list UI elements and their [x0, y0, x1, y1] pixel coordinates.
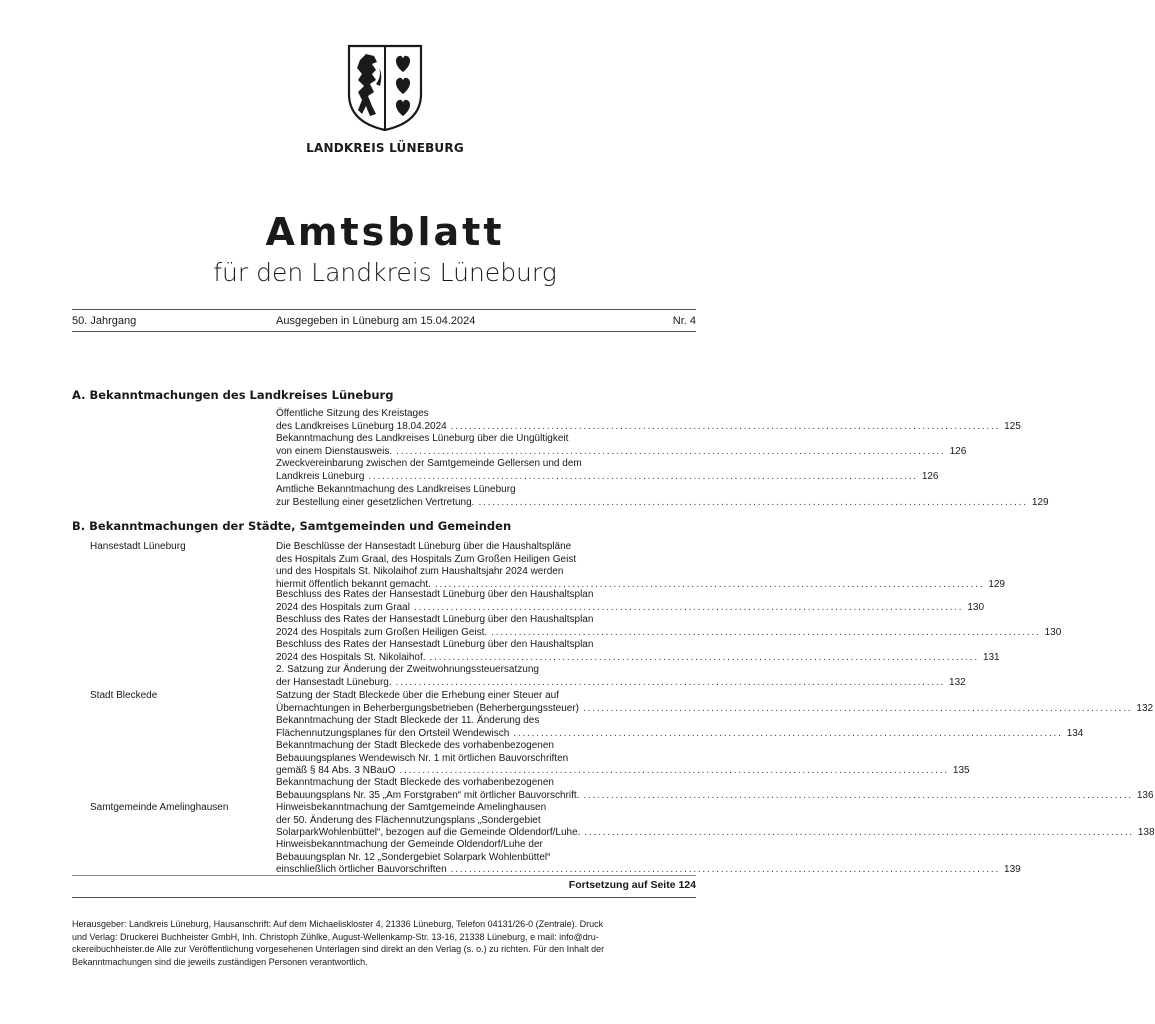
toc-entry [276, 690, 1154, 715]
toc-entry-text: Bekanntmachung der Stadt Bleckede des vorhabenbezogenen [276, 740, 554, 751]
toc-entry-text: der Hansestadt Lüneburg. [276, 676, 392, 688]
toc-entry [276, 614, 1062, 639]
toc-entry-text: Zweckvereinbarung zwischen der Samtgemeinde Gellersen und dem [276, 458, 582, 469]
publisher-footer [72, 918, 698, 968]
page-number: 126 [921, 470, 939, 482]
dot-leader: ........................................................................................................................ [491, 626, 1041, 638]
page-number: 130 [967, 601, 985, 613]
toc-entry-text: 2024 des Hospitals zum Graal [276, 601, 410, 613]
footer-line: Herausgeber: Landkreis Lüneburg, Hausanschrift: Auf dem Michaeliskloster 4, 21336 Lüneburg, Telefon 04131/26-0 (Zentrale). Druck [72, 919, 604, 929]
dot-leader: ........................................................................................................................ [429, 651, 979, 663]
footer-line: und Verlag: Druckerei Buchheister GmbH, Inh. Christoph Zühlke, August-Wellenkamp-Str. 13-16, 21338 Lüneburg, e mail: info@dru- [72, 931, 599, 942]
page-number: 136 [1136, 789, 1154, 801]
page-number: 135 [952, 765, 970, 777]
page-number: 130 [1044, 626, 1062, 638]
toc-entry-text: von einem Dienstausweis. [276, 445, 393, 457]
dot-leader: ........................................................................................................................ [450, 420, 1001, 432]
dot-leader: ........................................................................................................................ [434, 578, 985, 590]
page-number: 139 [1004, 864, 1021, 876]
dot-leader: ........................................................................................................................ [399, 765, 949, 777]
municipality-label: Stadt Bleckede [90, 690, 158, 701]
toc-entry-text: Bekanntmachung des Landkreises Lüneburg über die Ungültigkeit [276, 433, 569, 444]
toc-entry-text: der 50. Änderung des Flächennutzungsplans „Sondergebiet [276, 814, 541, 826]
toc-entry-text: Hinweisbekanntmachung der Gemeinde Oldendorf/Luhe der [276, 839, 543, 850]
divider [72, 331, 696, 332]
dot-leader: ........................................................................................................................ [368, 470, 918, 482]
page-subtitle: für den Landkreis Lüneburg [213, 258, 557, 287]
toc-entry [276, 458, 939, 483]
toc-entry-text: Landkreis Lüneburg [276, 470, 365, 482]
dot-leader: ........................................................................................................................ [396, 445, 946, 457]
page-number: 132 [1136, 702, 1154, 714]
toc-entry [276, 541, 1005, 591]
toc-entry-text: 2. Satzung zur Änderung der Zweitwohnungssteuersatzung [276, 664, 539, 675]
toc-entry-text: Bekanntmachung der Stadt Bleckede des vorhabenbezogenen [276, 777, 554, 788]
coat-of-arms-icon [346, 44, 424, 132]
toc-entry-text: Amtliche Bekanntmachung des Landkreises Lüneburg [276, 484, 516, 495]
issue-date: Ausgegeben in Lüneburg am 15.04.2024 [276, 315, 476, 327]
toc-entry [276, 802, 1155, 840]
toc-entry [276, 639, 1000, 664]
page-number: 126 [949, 445, 967, 457]
page-number: 138 [1137, 827, 1155, 839]
toc-entry-text: Bebauungsplans Nr. 35 „Am Forstgraben“ mit örtlicher Bauvorschrift. [276, 789, 580, 801]
toc-entry-text: Beschluss des Rates der Hansestadt Lüneburg über den Haushaltsplan [276, 614, 594, 625]
toc-entry-text: Die Beschlüsse der Hansestadt Lüneburg über die Haushaltspläne [276, 541, 572, 552]
municipality-label: Samtgemeinde Amelinghausen [90, 802, 229, 813]
toc-entry [276, 433, 967, 458]
page-number: 132 [949, 676, 966, 688]
dot-leader: ........................................................................................................................ [513, 727, 1063, 739]
toc-entry-text: gemäß § 84 Abs. 3 NBauO [276, 765, 396, 777]
page-number: 131 [982, 651, 1000, 663]
footer-line: Bekanntmachungen sind die jeweils zuständigen Personen verantwortlich. [72, 956, 368, 967]
divider [72, 897, 696, 898]
dot-leader: ........................................................................................................................ [584, 827, 1134, 839]
toc-entry-text: 2024 des Hospitals St. Nikolaihof. [276, 651, 426, 663]
toc-entry-text: Beschluss des Rates der Hansestadt Lüneburg über den Haushaltsplan [276, 639, 594, 650]
toc-entry-text: Übernachtungen in Beherbergungsbetrieben (Beherbergungssteuer) [276, 702, 579, 714]
toc-entry-text: Bebauungsplan Nr. 12 „Sondergebiet Solarpark Wohlenbüttel“ [276, 851, 551, 863]
dot-leader: ........................................................................................................................ [395, 676, 946, 688]
toc-entry [276, 484, 1049, 509]
toc-entry-text: und des Hospitals St. Nikolaihof zum Haushaltsjahr 2024 werden [276, 566, 564, 578]
footer-line: ckereibuchheister.de Alle zur Veröffentlichung vorgesehenen Unterlagen sind direkt an den Verlag (s. o.) zu richten. Für den Inhalt der [72, 944, 605, 954]
toc-entry [276, 664, 966, 689]
toc-entry-text: SolarparkWohlenbüttel“, bezogen auf die Gemeinde Oldendorf/Luhe. [276, 827, 581, 839]
municipality-label: Hansestadt Lüneburg [90, 541, 186, 552]
toc-entry-text: Flächennutzungsplanes für den Ortsteil Wendewisch [276, 727, 510, 739]
page-number: 125 [1004, 420, 1021, 432]
page-number: 134 [1066, 727, 1084, 739]
toc-entry-text: des Hospitals Zum Graal, des Hospitals Zum Großen Heiligen Geist [276, 553, 577, 565]
toc-entry-text: Bekanntmachung der Stadt Bleckede der 11. Änderung des [276, 715, 540, 726]
toc-entry-text: zur Bestellung einer gesetzlichen Vertretung. [276, 496, 475, 508]
toc-entry-text: Bebauungsplanes Wendewisch Nr. 1 mit örtlichen Bauvorschriften [276, 752, 569, 764]
toc-entry-text: hiermit öffentlich bekannt gemacht. [276, 578, 431, 590]
toc-entry [276, 408, 1021, 433]
dot-leader: ........................................................................................................................ [583, 789, 1133, 801]
toc-entry-text: einschließlich örtlicher Bauvorschriften [276, 864, 447, 876]
continuation-note: Fortsetzung auf Seite 124 [568, 879, 696, 891]
toc-entry-text: des Landkreises Lüneburg 18.04.2024 [276, 420, 447, 432]
dot-leader: ........................................................................................................................ [582, 702, 1133, 714]
toc-entry-text: Beschluss des Rates der Hansestadt Lüneburg über den Haushaltsplan [276, 589, 594, 600]
toc-entry [276, 839, 1021, 877]
page-number: 129 [1031, 496, 1049, 508]
toc-entry [276, 589, 985, 614]
dot-leader: ........................................................................................................................ [413, 601, 964, 613]
toc-entry [276, 715, 1084, 740]
toc-entry-text: Satzung der Stadt Bleckede über die Erhebung einer Steuer auf [276, 690, 559, 701]
brand-name: LANDKREIS LÜNEBURG [306, 141, 464, 155]
issue-number: Nr. 4 [672, 315, 696, 327]
page-title: Amtsblatt [265, 210, 505, 254]
page-number: 129 [988, 578, 1005, 590]
toc-entry-text: Hinweisbekanntmachung der Samtgemeinde Amelinghausen [276, 802, 547, 813]
toc-entry-text: Öffentliche Sitzung des Kreistages [276, 408, 429, 419]
toc-entry [276, 740, 970, 778]
dot-leader: ........................................................................................................................ [450, 864, 1001, 876]
divider [72, 309, 696, 310]
toc-entry [276, 777, 1154, 802]
section-b-title: B. Bekanntmachungen der Städte, Samtgemeinden und Gemeinden [72, 519, 512, 533]
volume-year: 50. Jahrgang [72, 315, 137, 327]
toc-entry-text: 2024 des Hospitals zum Großen Heiligen Geist. [276, 626, 488, 638]
section-a-title: A. Bekanntmachungen des Landkreises Lüneburg [72, 388, 394, 402]
divider [72, 875, 696, 876]
dot-leader: ........................................................................................................................ [478, 496, 1028, 508]
